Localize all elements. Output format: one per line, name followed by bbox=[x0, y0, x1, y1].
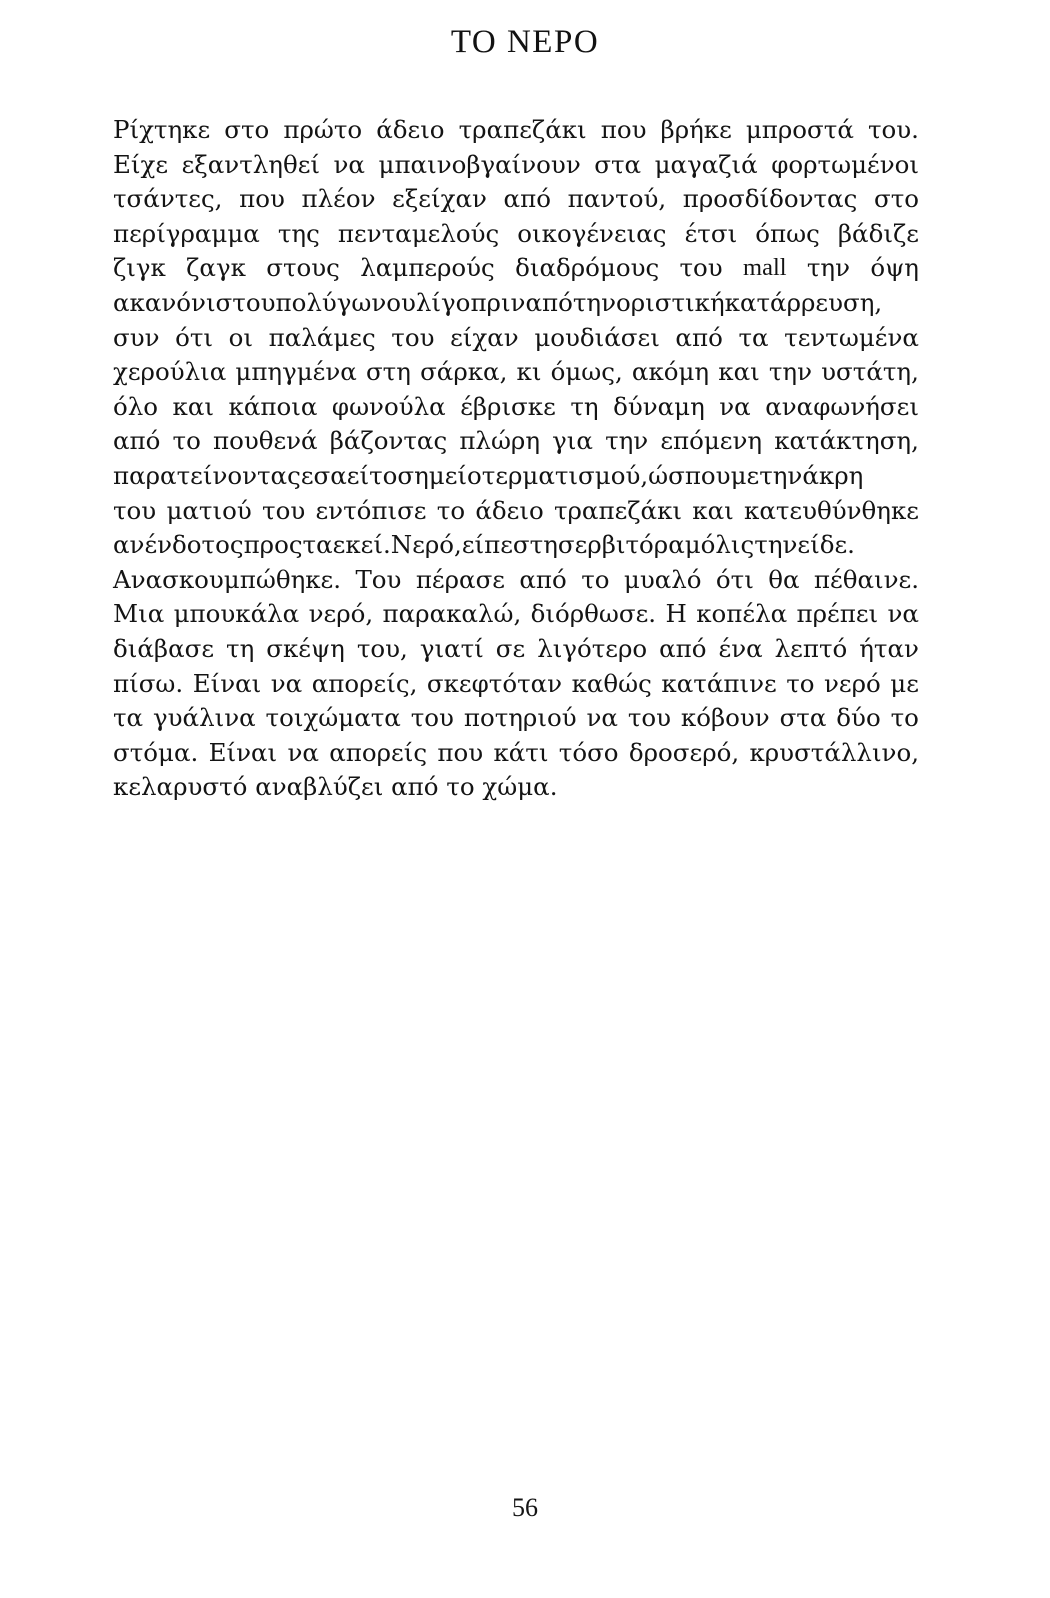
word: εξαντληθεί bbox=[181, 149, 320, 179]
word: Ανασκουμπώθηκε. bbox=[113, 564, 342, 594]
word: το bbox=[436, 495, 466, 525]
word: Του bbox=[355, 564, 402, 594]
word: του, bbox=[356, 633, 408, 663]
word: της bbox=[277, 218, 320, 248]
word: κατευθύνθηκε bbox=[744, 495, 919, 525]
word: του bbox=[391, 322, 435, 352]
word: πενταμελούς bbox=[337, 218, 500, 248]
text-line: κελαρυστό αναβλύζει από το χώμα. bbox=[113, 772, 558, 802]
word: από bbox=[675, 322, 723, 352]
text-line bbox=[113, 736, 919, 771]
word: παρακαλώ, bbox=[382, 599, 522, 629]
word: οι bbox=[228, 322, 254, 352]
word: τσάντες, bbox=[113, 184, 223, 214]
word: ώσπου bbox=[648, 460, 731, 490]
word: να bbox=[586, 703, 618, 733]
word: μπηγμένα bbox=[235, 357, 357, 387]
word: ματιού bbox=[166, 495, 252, 525]
word: του bbox=[113, 495, 157, 525]
word: προς bbox=[243, 530, 303, 560]
word: ακανόνιστου bbox=[113, 287, 276, 317]
word: να bbox=[270, 668, 303, 698]
word: την bbox=[754, 530, 798, 560]
word: το bbox=[369, 460, 398, 490]
word: στα bbox=[594, 149, 642, 179]
word: Είναι bbox=[192, 668, 262, 698]
paragraph bbox=[113, 113, 919, 805]
text-line bbox=[113, 390, 919, 425]
page-number: 56 bbox=[512, 1493, 538, 1522]
word: που bbox=[239, 184, 285, 214]
word: από bbox=[519, 564, 567, 594]
word: πλώρη bbox=[459, 426, 541, 456]
word: είχαν bbox=[450, 322, 519, 352]
word: βρήκε bbox=[660, 115, 732, 144]
word: τη bbox=[226, 633, 255, 663]
word: του bbox=[262, 495, 306, 525]
word: γυάλινα bbox=[153, 703, 256, 733]
word: περίγραμμα bbox=[113, 218, 260, 248]
word: τερματισμού, bbox=[481, 460, 649, 490]
word: σερβιτόρα bbox=[557, 530, 685, 560]
text-line bbox=[113, 424, 919, 459]
text-line bbox=[113, 251, 919, 286]
text-line bbox=[113, 182, 919, 217]
word: κάποια bbox=[228, 391, 318, 421]
word: από bbox=[525, 287, 573, 317]
word: ότι bbox=[715, 564, 754, 594]
word: τραπεζάκι bbox=[458, 115, 587, 144]
word: του bbox=[627, 703, 672, 733]
word: του bbox=[410, 703, 454, 733]
word: ακόμη bbox=[631, 357, 710, 387]
word: όμως, bbox=[550, 357, 623, 387]
word: ποτηριού bbox=[463, 703, 577, 733]
word: από bbox=[113, 426, 161, 456]
word: επόμενη bbox=[660, 426, 763, 456]
word: τραπεζάκι bbox=[553, 495, 683, 525]
word: πρέπει bbox=[796, 599, 879, 629]
word: σάρκα, bbox=[420, 357, 508, 387]
word: μπροστά bbox=[745, 115, 854, 144]
word: που bbox=[437, 737, 484, 767]
word: σημείο bbox=[397, 460, 482, 490]
text-line bbox=[113, 667, 919, 702]
word: που bbox=[600, 115, 647, 144]
word: εσαεί bbox=[300, 460, 370, 490]
word: βάδιζε bbox=[837, 218, 919, 248]
word: έτσι bbox=[684, 218, 738, 248]
word: την bbox=[605, 426, 649, 456]
body-text-block bbox=[113, 113, 919, 805]
word: κατάπινε bbox=[661, 668, 777, 698]
word: όψη bbox=[870, 253, 919, 283]
word: φορτωμένοι bbox=[771, 149, 919, 179]
word: από bbox=[659, 633, 707, 663]
text-line bbox=[113, 113, 919, 148]
text-line bbox=[113, 563, 919, 598]
word: Είναι bbox=[208, 737, 278, 767]
word: ότι bbox=[175, 322, 214, 352]
text-line bbox=[113, 321, 919, 356]
word: σε bbox=[495, 633, 526, 663]
word: ανένδοτος bbox=[113, 530, 244, 560]
word: διόρθωσε. bbox=[530, 599, 657, 629]
word: βάζοντας bbox=[329, 426, 448, 456]
word: απορείς bbox=[329, 737, 428, 767]
word: εντόπισε bbox=[315, 495, 427, 525]
word: με bbox=[890, 668, 919, 698]
word: οριστική bbox=[616, 287, 725, 317]
word: από bbox=[503, 184, 551, 214]
word: μυαλό bbox=[623, 564, 702, 594]
word: νερό bbox=[824, 668, 881, 698]
text-line bbox=[113, 701, 919, 736]
word: πέρασε bbox=[415, 564, 505, 594]
word: μόλις bbox=[684, 530, 755, 560]
word: το bbox=[786, 668, 815, 698]
word: λαμπερούς bbox=[360, 253, 495, 283]
word: την bbox=[806, 253, 851, 283]
word: στο bbox=[224, 115, 270, 144]
word: άδειο bbox=[475, 495, 544, 525]
text-line bbox=[113, 494, 919, 529]
word: την bbox=[572, 287, 616, 317]
word: μπαινοβγαίνουν bbox=[378, 149, 581, 179]
word: λεπτό bbox=[774, 633, 848, 663]
word: τα bbox=[738, 322, 769, 352]
word: χερούλια bbox=[113, 357, 227, 387]
word: τεντωμένα bbox=[784, 322, 919, 352]
word: το bbox=[172, 426, 201, 456]
word: είπε bbox=[461, 530, 513, 560]
word: διαδρόμους bbox=[515, 253, 660, 283]
word: υστάτη, bbox=[821, 357, 919, 387]
word: άδειο bbox=[376, 115, 445, 144]
word: οικογένειας bbox=[517, 218, 667, 248]
word: δροσερό, bbox=[628, 737, 740, 767]
word: διάβασε bbox=[113, 633, 215, 663]
word: ζαγκ bbox=[186, 253, 246, 283]
word: τόσο bbox=[558, 737, 619, 767]
word: στόμα. bbox=[113, 737, 199, 767]
word: να bbox=[719, 391, 751, 421]
word: να bbox=[887, 599, 919, 629]
word: το bbox=[890, 703, 919, 733]
word: στη bbox=[512, 530, 558, 560]
text-line bbox=[113, 217, 919, 252]
text-line bbox=[113, 459, 919, 494]
word: είδε. bbox=[797, 530, 855, 560]
word: παντού, bbox=[567, 184, 667, 214]
word: του bbox=[679, 253, 723, 283]
word: κι bbox=[516, 357, 542, 387]
word: σκέψη bbox=[266, 633, 345, 663]
word: κατάρρευση, bbox=[724, 287, 883, 317]
word: την bbox=[768, 357, 813, 387]
word: Είχε bbox=[113, 149, 169, 179]
word: κατάκτηση, bbox=[774, 426, 919, 456]
word: πριν bbox=[470, 287, 526, 317]
text-line bbox=[113, 632, 919, 667]
word: τα bbox=[113, 703, 144, 733]
word: τοιχώματα bbox=[265, 703, 401, 733]
word: να bbox=[333, 149, 365, 179]
word: γιατί bbox=[419, 633, 484, 663]
text-line bbox=[113, 286, 919, 321]
word: μπουκάλα bbox=[173, 599, 300, 629]
word: όλο bbox=[113, 391, 159, 421]
word: λίγο bbox=[415, 287, 471, 317]
word: αναφωνήσει bbox=[765, 391, 919, 421]
word: ζιγκ bbox=[113, 253, 166, 283]
word: και bbox=[718, 357, 760, 387]
word: κοπέλα bbox=[696, 599, 788, 629]
word: ήταν bbox=[859, 633, 919, 663]
word: την bbox=[759, 460, 803, 490]
word: δύο bbox=[836, 703, 881, 733]
word: απορείς, bbox=[311, 668, 418, 698]
word: κάτι bbox=[493, 737, 549, 767]
word: και bbox=[172, 391, 215, 421]
word: πολύγωνου bbox=[275, 287, 416, 317]
word: στους bbox=[266, 253, 340, 283]
word: μουδιάσει bbox=[534, 322, 660, 352]
word: Νερό, bbox=[390, 530, 462, 560]
word: πίσω. bbox=[113, 668, 184, 698]
word: παλάμες bbox=[268, 322, 376, 352]
word: πλέον bbox=[301, 184, 376, 214]
word: νερό, bbox=[308, 599, 374, 629]
word: με bbox=[730, 460, 760, 490]
word: εκεί. bbox=[332, 530, 391, 560]
word: όπως bbox=[755, 218, 820, 248]
word: πρώτο bbox=[283, 115, 363, 144]
word: θα bbox=[768, 564, 800, 594]
word: Ρίχτηκε bbox=[113, 115, 211, 144]
word: στο bbox=[873, 184, 919, 214]
word: ένα bbox=[718, 633, 763, 663]
text-line bbox=[113, 148, 919, 183]
word: παρατείνοντας bbox=[113, 460, 301, 490]
word: πέθαινε. bbox=[813, 564, 919, 594]
page-title: ΤΟ ΝΕΡΟ bbox=[450, 24, 600, 61]
word: mall bbox=[743, 254, 787, 282]
word: εξείχαν bbox=[392, 184, 487, 214]
text-line bbox=[113, 528, 919, 563]
text-line bbox=[113, 597, 919, 632]
word: λιγότερο bbox=[537, 633, 648, 663]
word: τα bbox=[302, 530, 333, 560]
word: τη bbox=[570, 391, 599, 421]
word: κρυστάλλινο, bbox=[749, 737, 919, 767]
word: Μια bbox=[113, 599, 165, 629]
word: στη bbox=[365, 357, 411, 387]
word: Η bbox=[665, 599, 687, 629]
word: άκρη bbox=[802, 460, 864, 490]
word: του. bbox=[867, 115, 919, 144]
word: κόβουν bbox=[680, 703, 770, 733]
word: συν bbox=[113, 322, 160, 352]
word: καθώς bbox=[571, 668, 652, 698]
word: το bbox=[581, 564, 610, 594]
word: στα bbox=[779, 703, 827, 733]
text-line bbox=[113, 355, 919, 390]
word: έβρισκε bbox=[460, 391, 556, 421]
word: δύναμη bbox=[613, 391, 705, 421]
word: για bbox=[552, 426, 593, 456]
word: να bbox=[287, 737, 319, 767]
word: σκεφτόταν bbox=[426, 668, 563, 698]
word: και bbox=[692, 495, 734, 525]
word: φωνούλα bbox=[331, 391, 446, 421]
word: μαγαζιά bbox=[654, 149, 758, 179]
word: πουθενά bbox=[212, 426, 318, 456]
word: προσδίδοντας bbox=[682, 184, 858, 214]
